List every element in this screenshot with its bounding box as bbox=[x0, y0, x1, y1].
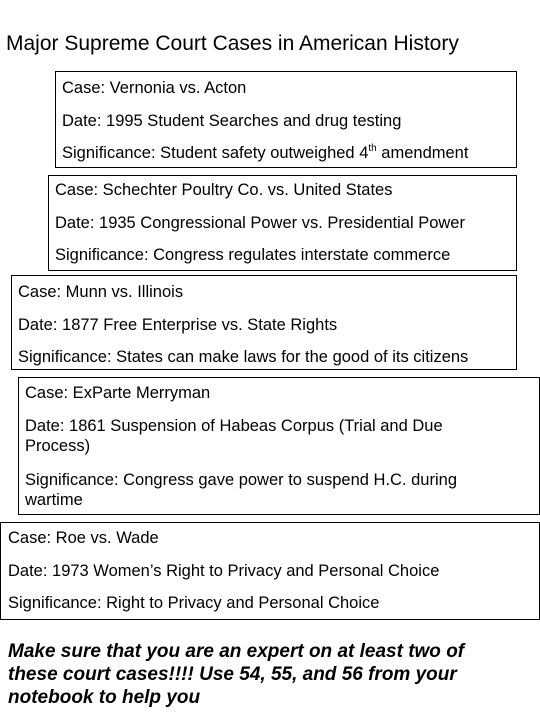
case-card-munn bbox=[11, 275, 517, 370]
case-date: Date: 1973 Women’s Right to Privacy and Personal Choice bbox=[8, 562, 440, 580]
case-card-roe bbox=[0, 522, 540, 620]
case-name: Case: ExParte Merryman bbox=[25, 384, 211, 402]
case-card-vernonia bbox=[55, 71, 517, 168]
page-title: Major Supreme Court Cases in American History bbox=[6, 32, 459, 55]
case-significance: Significance: States can make laws for the good of its citizens bbox=[18, 348, 469, 366]
footer-note: Make sure that you are an expert on at least two of these court cases!!!! Use 54, 55, and 56 from your notebook to help you bbox=[8, 641, 465, 708]
case-significance: Significance: Congress gave power to suspend H.C. during wartime bbox=[25, 471, 457, 509]
case-significance bbox=[62, 143, 512, 163]
case-name: Case: Munn vs. Illinois bbox=[18, 283, 184, 301]
case-name: Case: Roe vs. Wade bbox=[8, 529, 159, 547]
case-name: Case: Vernonia vs. Acton bbox=[62, 79, 247, 97]
case-significance: Significance: Right to Privacy and Personal Choice bbox=[8, 594, 380, 612]
case-card-merryman bbox=[18, 377, 540, 515]
case-date: Date: 1995 Student Searches and drug testing bbox=[62, 112, 402, 130]
case-date: Date: 1861 Suspension of Habeas Corpus (Trial and Due Process) bbox=[25, 417, 443, 455]
case-date: Date: 1935 Congressional Power vs. Presidential Power bbox=[55, 214, 465, 232]
case-card-schechter bbox=[48, 175, 517, 271]
ordinal-suffix: th bbox=[368, 142, 377, 154]
significance-text-end: amendment bbox=[376, 144, 469, 162]
case-significance: Significance: Congress regulates interstate commerce bbox=[55, 246, 451, 264]
case-name: Case: Schechter Poultry Co. vs. United States bbox=[55, 181, 393, 199]
significance-text: Significance: Student safety outweighed 4 bbox=[62, 144, 369, 162]
case-date: Date: 1877 Free Enterprise vs. State Rights bbox=[18, 316, 338, 334]
